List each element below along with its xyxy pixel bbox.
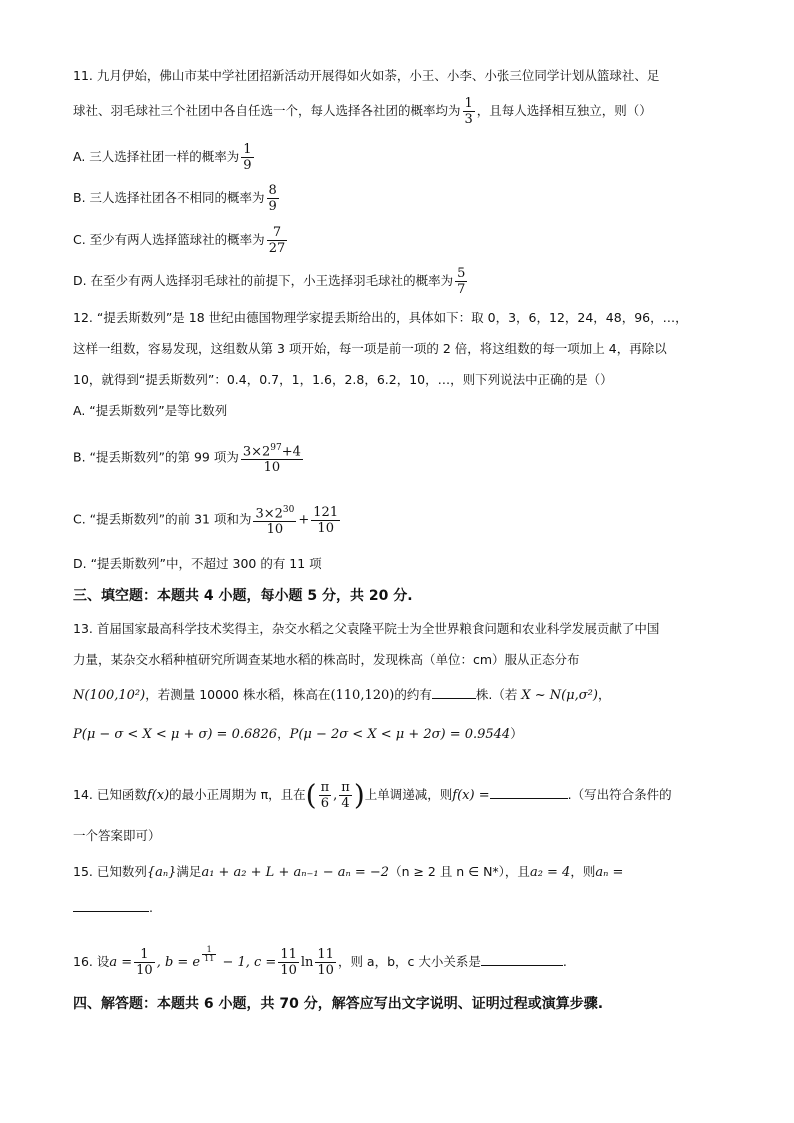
q12-option-d: D. “提丢斯数列”中，不超过 300 的有 11 项 bbox=[73, 556, 322, 571]
q14-line2: 一个答案即可） bbox=[73, 828, 161, 843]
q16-a-fraction: $\frac{1}{10}$ bbox=[136, 947, 153, 979]
q12-b-fraction: $\frac{3\times 2^{97}+4}{10}$ bbox=[242, 443, 301, 476]
q13-line2: 力量，某杂交水稻种植研究所调查某地水稻的株高时，发现株高（单位：cm）服从正态分布 bbox=[73, 652, 580, 667]
q11-option-b: B. 三人选择社团各不相同的概率为 $\frac{8}{9}$ bbox=[73, 183, 277, 214]
section-3-heading: 三、填空题：本题共 4 小题，每小题 5 分，共 20 分. bbox=[73, 588, 413, 604]
q11-option-d: D. 在至少有两人选择羽毛球社的前提下，小王选择羽毛球社的概率为 $\frac{5}{7}$ bbox=[73, 266, 466, 297]
q12-stem-line1: 12. “提丢斯数列”是 18 世纪由德国物理学家提丢斯给出的，具体如下：取 0，3，6，12，24，48，96，…， bbox=[73, 310, 688, 325]
q16-line: 16. 设a = $\frac{1}{10}$ , b = e $\frac{1}{11}$ − 1, c = $\frac{11}{10}$ ln $\frac{11}{10}$ ，则 a，b，c 大小关系是 . bbox=[73, 945, 567, 979]
q16-answer-blank[interactable] bbox=[481, 953, 563, 966]
q11-d-fraction: $\frac{5}{7}$ bbox=[457, 266, 466, 297]
q11-stem-line1: 11. 九月伊始，佛山市某中学社团招新活动开展得如火如荼，小王、小李、小张三位同学计划从篮球社、足 bbox=[73, 68, 660, 83]
q13-line3: N(100,10²)，若测量 10000 株水稻，株高在(110,120)的约有 株.（若 X ~ N(μ,σ²)， bbox=[73, 687, 611, 703]
q13-answer-blank[interactable] bbox=[432, 686, 476, 699]
q15-line1: 15. 已知数列{aₙ}满足a₁ + a₂ + L + aₙ₋₁ − aₙ = −2（n ≥ 2 且 n ∈ N*），且a₂ = 4，则aₙ = bbox=[73, 864, 624, 880]
q12-stem-line3: 10，就得到“提丢斯数列”：0.4，0.7，1，1.6，2.8，6.2，10，…，则下列说法中正确的是（） bbox=[73, 372, 613, 387]
q12-option-a: A. “提丢斯数列”是等比数列 bbox=[73, 403, 228, 418]
q12-stem-line2: 这样一组数，容易发现，这组数从第 3 项开始，每一项是前一项的 2 倍，将这组数的每一项加上 4，再除以 bbox=[73, 341, 667, 356]
q11-a-fraction: $\frac{1}{9}$ bbox=[243, 142, 252, 173]
q14-answer-blank[interactable] bbox=[490, 786, 568, 799]
q13-line4: P(μ − σ < X < μ + σ) = 0.6826，P(μ − 2σ < X < μ + 2σ) = 0.9544） bbox=[73, 726, 523, 742]
section-4-heading: 四、解答题：本题共 6 小题，共 70 分，解答应写出文字说明、证明过程或演算步骤. bbox=[73, 996, 604, 1012]
q12-c-fraction-2: $\frac{121}{10}$ bbox=[313, 504, 339, 536]
q11-probability-fraction: $\frac{1}{3}$ bbox=[464, 96, 473, 127]
q11-option-c: C. 至少有两人选择篮球社的概率为 $\frac{7}{27}$ bbox=[73, 225, 286, 256]
q16-c-fraction-1: $\frac{11}{10}$ bbox=[280, 947, 297, 979]
q15-line2: . bbox=[73, 899, 153, 916]
q14-interval-upper: $\frac{\pi}{4}$ bbox=[341, 780, 350, 811]
q13-line1: 13. 首届国家最高科学技术奖得主，杂交水稻之父袁隆平院士为全世界粮食问题和农业科学发展贡献了中国 bbox=[73, 621, 660, 636]
q16-c-fraction-2: $\frac{11}{10}$ bbox=[317, 947, 334, 979]
q15-answer-blank[interactable] bbox=[73, 899, 149, 912]
q12-option-b: B. “提丢斯数列”的第 99 项为 $\frac{3\times 2^{97}+4}{10}$ bbox=[73, 443, 301, 476]
q11-stem-line2 bbox=[73, 96, 652, 127]
q12-option-c: C. “提丢斯数列”的前 31 项和为 $\frac{3\times 2^{30}}{10}$ + $\frac{121}{10}$ bbox=[73, 504, 339, 538]
q14-interval-lower: $\frac{\pi}{6}$ bbox=[320, 780, 330, 811]
q11-text: 球社、羽毛球社三个社团中各自任选一个，每人选择各社团的概率均为 bbox=[73, 103, 461, 118]
q11-text: ，且每人选择相互独立，则（） bbox=[476, 103, 652, 118]
q12-c-fraction-1: $\frac{3\times 2^{30}}{10}$ bbox=[255, 505, 295, 538]
q16-b-exponent: $\frac{1}{11}$ bbox=[204, 945, 215, 963]
q11-b-fraction: $\frac{8}{9}$ bbox=[268, 183, 277, 214]
q14-line1: 14. 已知函数f(x)的最小正周期为 π，且在( $\frac{\pi}{6}$ , $\frac{\pi}{4}$ )上单调递减，则f(x) = .（写出符合条件的 bbox=[73, 778, 672, 812]
q11-c-fraction: $\frac{7}{27}$ bbox=[268, 225, 286, 256]
q11-option-a: A. 三人选择社团一样的概率为 $\frac{1}{9}$ bbox=[73, 142, 252, 173]
